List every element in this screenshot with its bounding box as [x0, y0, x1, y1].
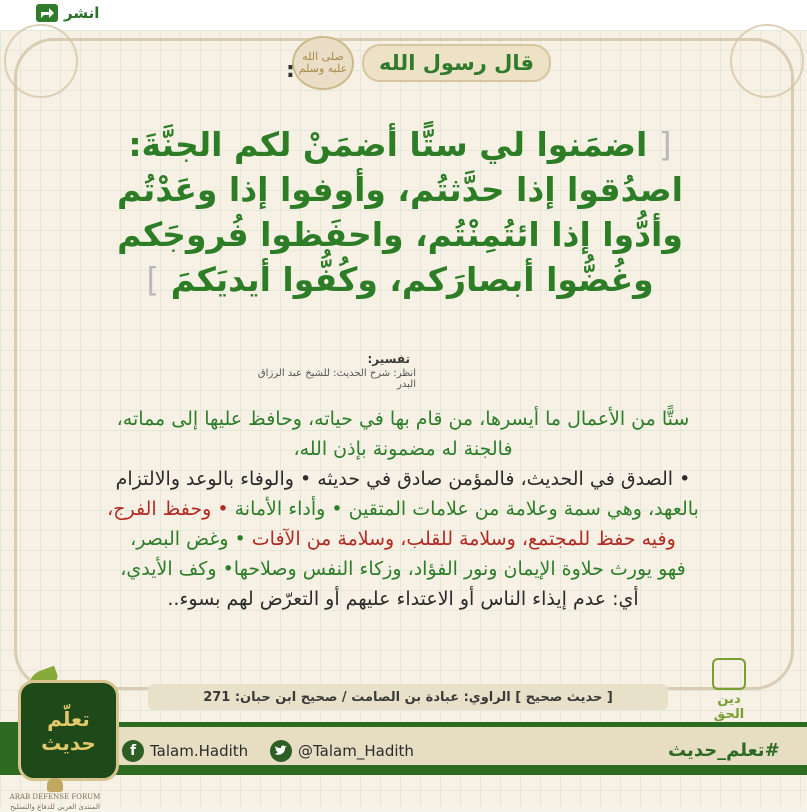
footer-strip	[110, 727, 807, 765]
share-label: انشر	[64, 4, 100, 22]
explanation-line: أي: عدم إيذاء الناس أو الاعتداء عليهم أو التعرّض لهم بسوء..	[167, 588, 639, 610]
facebook-icon: f	[122, 740, 144, 762]
share-button[interactable]	[36, 4, 99, 22]
top-bar	[0, 0, 807, 30]
page-title: قال رسول الله	[362, 44, 551, 82]
explanation-line: وفيه حفظ للمجتمع، وسلامة للقلب، وسلامة من الآفات • وغض البصر،	[130, 528, 676, 550]
hadith-line: وأدُّوا إذا ائتُمِنْتُم، واحفَظوا فُروجَكم	[117, 215, 683, 254]
hadith-card	[0, 30, 807, 811]
share-icon	[36, 4, 58, 22]
forum-watermark: ARAB DEFENSE FORUM المنتدى العربي للدفاع والتسليح	[0, 778, 110, 808]
source-citation: [ حديث صحيح ] الراوي: عبادة بن الصامت / صحيح ابن حبان: 271	[148, 684, 668, 710]
hadith-line: وغُضُّوا أبصارَكم، وكُفُّوا أيديَكمَ ]	[146, 260, 654, 299]
deen-alhaq-logo: دين الحق	[705, 658, 753, 708]
title-colon: :	[286, 58, 295, 83]
footer-bar	[0, 722, 807, 775]
corner-ornament	[4, 24, 78, 98]
explanation	[38, 404, 768, 614]
explanation-line: فهو يورث حلاوة الإيمان ونور الفؤاد، وزكاء النفس وصلاحها• وكف الأيدي،	[120, 558, 686, 580]
explanation-line: بالعهد، وهي سمة وعلامة من علامات المتقين • وأداء الأمانة • وحفظ الفرج،	[107, 498, 699, 520]
tafsir-label: تفسير:	[367, 352, 410, 366]
pbuh-seal: صلى الله عليه وسلم	[292, 36, 354, 90]
twitter-icon	[270, 740, 292, 762]
mosque-icon	[712, 658, 746, 690]
tafsir-reference: انظر: شرح الحديث: للشيخ عبد الرزاق البدر	[257, 368, 416, 390]
twitter-link[interactable]: @Talam_Hadith	[270, 740, 414, 762]
explanation-line: • الصدق في الحديث، فالمؤمن صادق في حديثه • والوفاء بالوعد والالتزام	[115, 468, 691, 490]
talam-hadith-logo: تعلّم حديث	[18, 680, 119, 781]
hadith-line: اصدُقوا إذا حدَّثتُم، وأوفوا إذا وعَدْتُم	[117, 170, 683, 209]
facebook-link[interactable]: f Talam.Hadith	[122, 740, 248, 762]
corner-ornament	[730, 24, 804, 98]
hashtag[interactable]: #تعلم_حديث	[668, 740, 780, 761]
explanation-line: ستًّا من الأعمال ما أيسرها، من قام بها في حياته، وحافظ عليها إلى مماته،	[116, 408, 690, 430]
explanation-line: فالجنة له مضمونة بإذن الله،	[293, 438, 513, 460]
hadith-line: [ اضمَنوا لي ستًّا أضمَنْ لكم الجنَّةَ:	[128, 125, 672, 164]
forum-emblem-icon	[47, 778, 63, 792]
hadith-text	[90, 122, 710, 302]
